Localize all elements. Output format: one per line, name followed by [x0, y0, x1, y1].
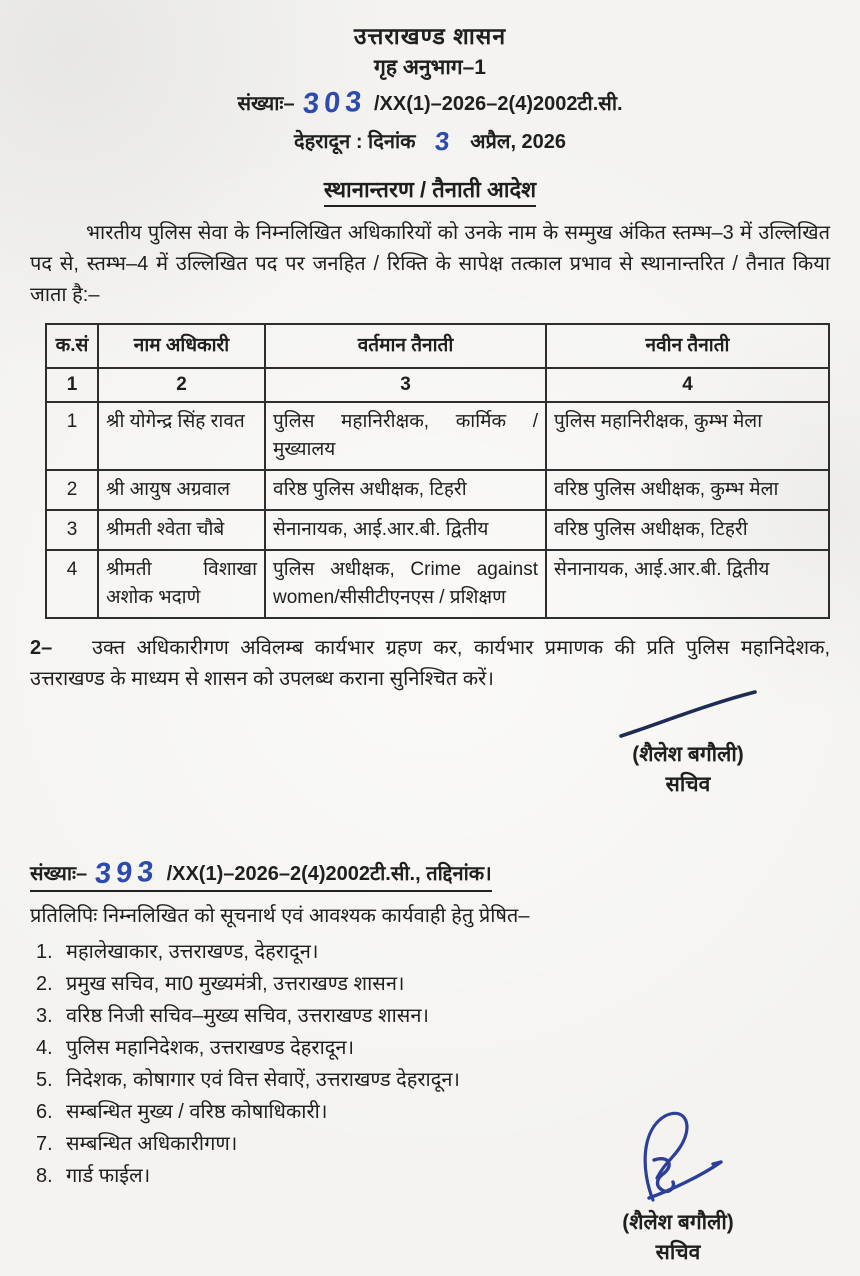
signature-scribble-icon: [623, 1108, 733, 1208]
signatory-name: (शैलेश बगौली): [622, 1211, 734, 1234]
signatory-name: (शैलेश बगौली): [632, 743, 744, 766]
signatory-designation: सचिव: [655, 1241, 701, 1264]
list-item: 6. सम्बन्धित मुख्य / वरिष्ठ कोषाधिकारी।: [36, 1101, 328, 1123]
column-number-row: 1 2 3 4: [46, 368, 829, 402]
col-header-current-posting: वर्तमान तैनाती: [265, 324, 546, 368]
table-row: 1 श्री योगेन्द्र सिंह रावत पुलिस महानिरीक्षक, कार्मिक / मुख्यालय पुलिस महानिरीक्षक, कुम्भ मेला: [46, 402, 829, 470]
handwritten-date-day: 3: [433, 125, 453, 157]
opening-paragraph: भारतीय पुलिस सेवा के निम्नलिखित अधिकारियों को उनके नाम के सम्मुख अंकित स्तम्भ–3 में उल्लिखित पद से, स्तम्भ–4 में उल्लिखित पद पर जनहित / रिक्ति के सापेक्ष तत्काल प्रभाव से स्थानान्तरित / तैनात किया जाता है:–: [30, 222, 830, 306]
signature-stroke-icon: [613, 688, 763, 740]
table-row: 4 श्रीमती विशाखा अशोक भदाणे पुलिस अधीक्षक, Crime against women/सीसीटीएनएस / प्रशिक्षण सेनानायक, आई.आर.बी. द्वितीय: [46, 550, 829, 618]
list-item: 8. गार्ड फाईल।: [36, 1165, 151, 1187]
table-row: 3 श्रीमती श्वेता चौबे सेनानायक, आई.आर.बी. द्वितीय वरिष्ठ पुलिस अधीक्षक, टिहरी: [46, 510, 829, 550]
col-header-name: नाम अधिकारी: [98, 324, 265, 368]
col-header-serial: क.सं: [46, 324, 98, 368]
paragraph-number: 2–: [30, 637, 53, 659]
list-item: 1. महालेखाकार, उत्तराखण्ड, देहरादून।: [36, 941, 319, 963]
ref-prefix: संख्याः–: [237, 93, 295, 115]
signature-block-bottom: [578, 1108, 778, 1268]
list-item: 2. प्रमुख सचिव, मा0 मुख्यमंत्री, उत्तराखण्ड शासन।: [36, 973, 405, 995]
copy-to-line: प्रतिलिपिः निम्नलिखित को सूचनार्थ एवं आवश्यक कार्यवाही हेतु प्रेषित–: [30, 905, 530, 927]
handwritten-ref-number: 303: [301, 85, 368, 121]
org-title: उत्तराखण्ड शासन: [353, 23, 507, 49]
ref-suffix: /XX(1)–2026–2(4)2002टी.सी.: [374, 93, 623, 115]
closing-paragraph: 2– उक्त अधिकारीगण अविलम्ब कार्यभार ग्रहण कर, कार्यभार प्रमाणक की प्रति पुलिस महानिदेशक, उत्तराखण्ड के माध्यम से शासन को उपलब्ध कराना सुनिश्चित करें।: [30, 633, 830, 695]
list-item: 7. सम्बन्धित अधिकारीगण।: [36, 1133, 238, 1155]
reference-number-line: [30, 84, 830, 124]
handwritten-ref2-number: 393: [94, 855, 160, 891]
table-row: 2 श्री आयुष अग्रवाल वरिष्ठ पुलिस अधीक्षक, टिहरी वरिष्ठ पुलिस अधीक्षक, कुम्भ मेला: [46, 470, 829, 510]
list-item: 4. पुलिस महानिदेशक, उत्तराखण्ड देहरादून।: [36, 1037, 355, 1059]
date-prefix: देहरादून : दिनांक: [293, 131, 416, 153]
order-title: स्थानान्तरण / तैनाती आदेश: [30, 174, 830, 204]
list-item: 5. निदेशक, कोषागार एवं वित्त सेवाऐं, उत्तराखण्ड देहरादून।: [36, 1069, 460, 1091]
signatory-designation: सचिव: [665, 773, 711, 796]
copy-reference-line: [30, 855, 830, 892]
table-header-row: [46, 324, 829, 368]
date-line: [30, 124, 830, 160]
col-header-new-posting: नवीन तैनाती: [546, 324, 829, 368]
section-title: गृह अनुभाग–1: [374, 56, 486, 79]
ref2-suffix: /XX(1)–2026–2(4)2002टी.सी., तद्दिनांक।: [166, 863, 492, 885]
transfer-table: [45, 323, 830, 619]
list-item: 3. वरिष्ठ निजी सचिव–मुख्य सचिव, उत्तराखण्ड शासन।: [36, 1005, 430, 1027]
date-suffix: अप्रैल, 2026: [470, 131, 567, 153]
ref2-prefix: संख्याः–: [30, 863, 88, 885]
signature-block-top: [588, 688, 788, 800]
